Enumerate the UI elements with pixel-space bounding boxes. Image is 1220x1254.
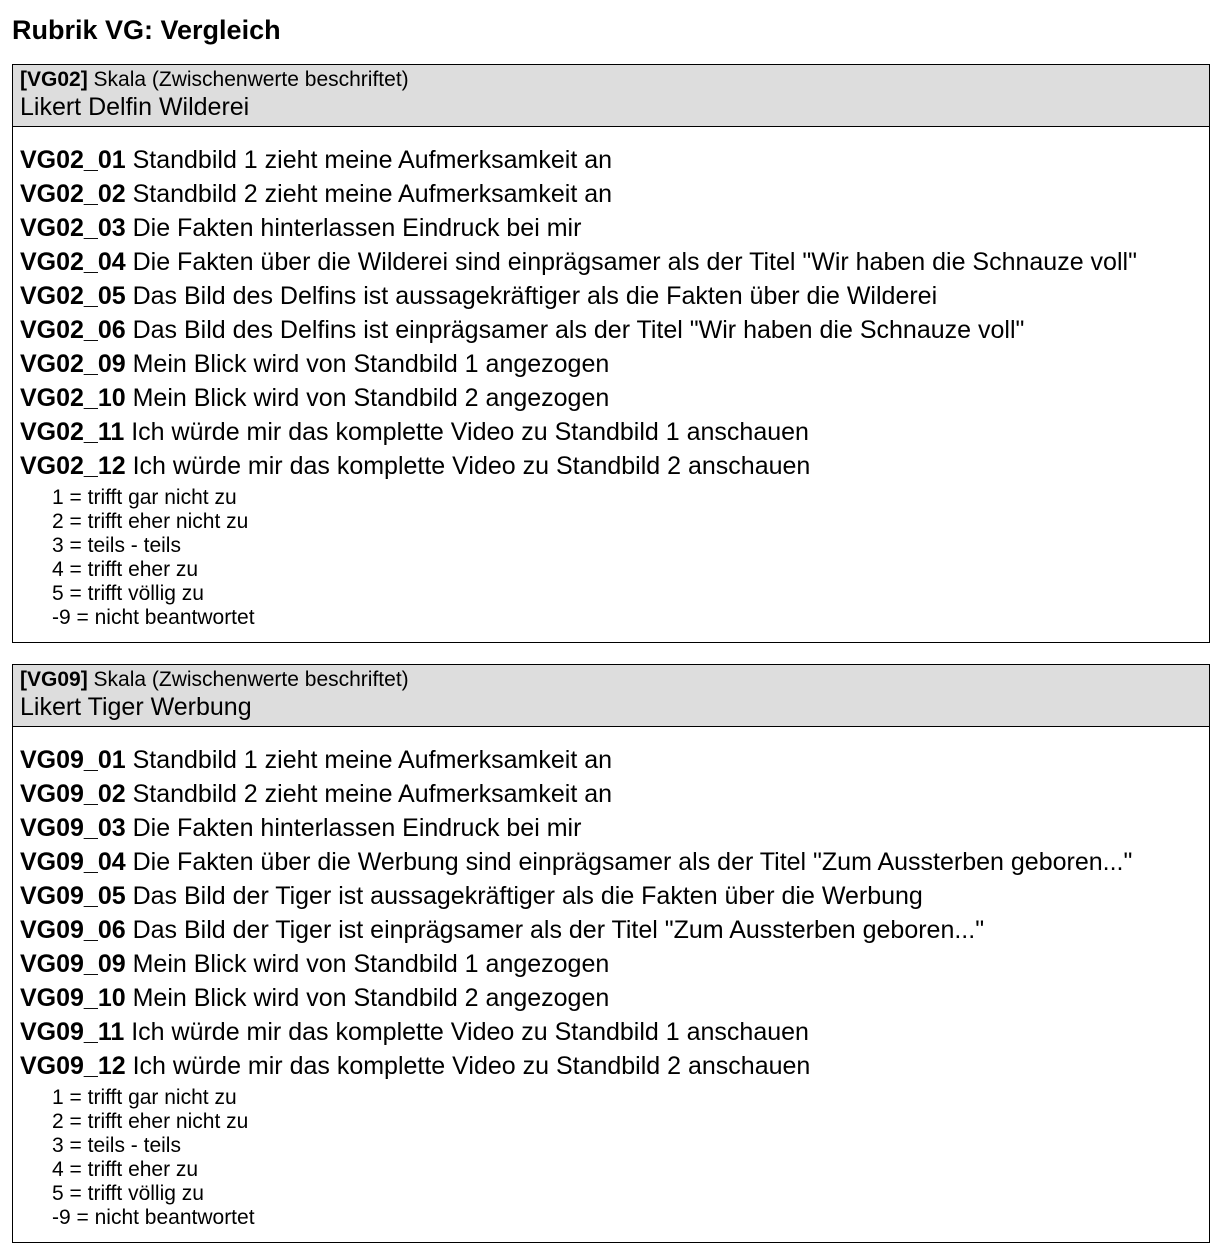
item-text: Das Bild des Delfins ist einprägsamer als der Titel "Wir haben die Schnauze voll" (132, 316, 1025, 344)
page-title: Rubrik VG: Vergleich (12, 15, 281, 45)
item-text: Standbild 2 zieht meine Aufmerksamkeit an (132, 780, 613, 808)
item-text: Standbild 1 zieht meine Aufmerksamkeit an (132, 746, 613, 774)
item-variable: VG02_01 (20, 146, 126, 174)
scale-option: 4 = trifft eher zu (52, 558, 199, 581)
item-variable: VG02_02 (20, 180, 126, 208)
item-text: Standbild 2 zieht meine Aufmerksamkeit an (132, 180, 613, 208)
list-item (20, 177, 1209, 211)
list-item (20, 913, 1209, 947)
list-item (20, 143, 1209, 177)
item-list (13, 727, 1209, 1083)
scale-option: 3 = teils - teils (52, 534, 181, 557)
item-variable: VG09_11 (20, 1018, 125, 1046)
item-variable: VG02_04 (20, 248, 126, 276)
item-text: Mein Blick wird von Standbild 1 angezogen (132, 950, 610, 978)
item-variable: VG09_01 (20, 746, 126, 774)
scale-option: -9 = nicht beantwortet (52, 1206, 255, 1229)
item-text: Mein Blick wird von Standbild 2 angezogen (132, 984, 610, 1012)
item-text: Mein Blick wird von Standbild 1 angezogen (132, 350, 610, 378)
item-text: Das Bild des Delfins ist aussagekräftiger als die Fakten über die Wilderei (132, 282, 938, 310)
list-item (20, 415, 1209, 449)
list-item (20, 845, 1209, 879)
scale-legend (13, 483, 1209, 630)
list-item (20, 947, 1209, 981)
item-variable: VG02_09 (20, 350, 126, 378)
list-item (20, 211, 1209, 245)
item-text: Das Bild der Tiger ist einprägsamer als der Titel "Zum Aussterben geboren..." (132, 916, 985, 944)
scale-option: 1 = trifft gar nicht zu (52, 1086, 237, 1109)
item-variable: VG02_12 (20, 452, 126, 480)
list-item (20, 1049, 1209, 1083)
list-item (20, 981, 1209, 1015)
question-meta (20, 68, 1209, 92)
scale-option: 4 = trifft eher zu (52, 1158, 199, 1181)
item-text: Die Fakten hinterlassen Eindruck bei mir (132, 214, 582, 242)
scale-option: 2 = trifft eher nicht zu (52, 510, 249, 533)
item-text: Die Fakten über die Werbung sind einprägsamer als der Titel "Zum Aussterben geboren..." (132, 848, 1133, 876)
question-header (13, 65, 1209, 127)
list-item (20, 743, 1209, 777)
question-id: [VG09] (20, 668, 88, 691)
scale-option: 5 = trifft völlig zu (52, 582, 204, 605)
list-item (20, 279, 1209, 313)
item-text: Die Fakten hinterlassen Eindruck bei mir (132, 814, 582, 842)
item-variable: VG09_12 (20, 1052, 126, 1080)
item-text: Ich würde mir das komplette Video zu Standbild 1 anschauen (131, 1018, 809, 1046)
scale-option: 1 = trifft gar nicht zu (52, 486, 237, 509)
scale-option: -9 = nicht beantwortet (52, 606, 255, 629)
question-box-vg02 (12, 64, 1210, 643)
list-item (20, 313, 1209, 347)
list-item (20, 811, 1209, 845)
item-variable: VG09_09 (20, 950, 126, 978)
list-item (20, 449, 1209, 483)
item-variable: VG09_04 (20, 848, 126, 876)
question-type: Skala (Zwischenwerte beschriftet) (93, 68, 409, 91)
item-text: Mein Blick wird von Standbild 2 angezogen (132, 384, 610, 412)
list-item (20, 245, 1209, 279)
list-item (20, 381, 1209, 415)
item-text: Ich würde mir das komplette Video zu Standbild 1 anschauen (131, 418, 809, 446)
question-title: Likert Delfin Wilderei (20, 93, 250, 121)
question-title: Likert Tiger Werbung (20, 693, 252, 721)
scale-legend (13, 1083, 1209, 1230)
question-type: Skala (Zwischenwerte beschriftet) (93, 668, 409, 691)
item-variable: VG09_06 (20, 916, 126, 944)
scale-option: 3 = teils - teils (52, 1134, 181, 1157)
item-variable: VG02_06 (20, 316, 126, 344)
item-text: Standbild 1 zieht meine Aufmerksamkeit an (132, 146, 613, 174)
scale-option: 5 = trifft völlig zu (52, 1182, 204, 1205)
item-variable: VG02_11 (20, 418, 125, 446)
item-text: Die Fakten über die Wilderei sind einprägsamer als der Titel "Wir haben die Schnauze voll" (132, 248, 1137, 276)
item-variable: VG09_03 (20, 814, 126, 842)
item-variable: VG09_10 (20, 984, 126, 1012)
list-item (20, 347, 1209, 381)
question-box-vg09 (12, 664, 1210, 1243)
item-variable: VG02_05 (20, 282, 126, 310)
item-text: Ich würde mir das komplette Video zu Standbild 2 anschauen (132, 452, 811, 480)
item-text: Ich würde mir das komplette Video zu Standbild 2 anschauen (132, 1052, 811, 1080)
item-variable: VG02_03 (20, 214, 126, 242)
question-header (13, 665, 1209, 727)
list-item (20, 1015, 1209, 1049)
item-variable: VG09_05 (20, 882, 126, 910)
item-variable: VG02_10 (20, 384, 126, 412)
list-item (20, 777, 1209, 811)
question-meta (20, 668, 1209, 692)
item-text: Das Bild der Tiger ist aussagekräftiger als die Fakten über die Werbung (132, 882, 923, 910)
item-list (13, 127, 1209, 483)
scale-option: 2 = trifft eher nicht zu (52, 1110, 249, 1133)
item-variable: VG09_02 (20, 780, 126, 808)
question-id: [VG02] (20, 68, 88, 91)
list-item (20, 879, 1209, 913)
